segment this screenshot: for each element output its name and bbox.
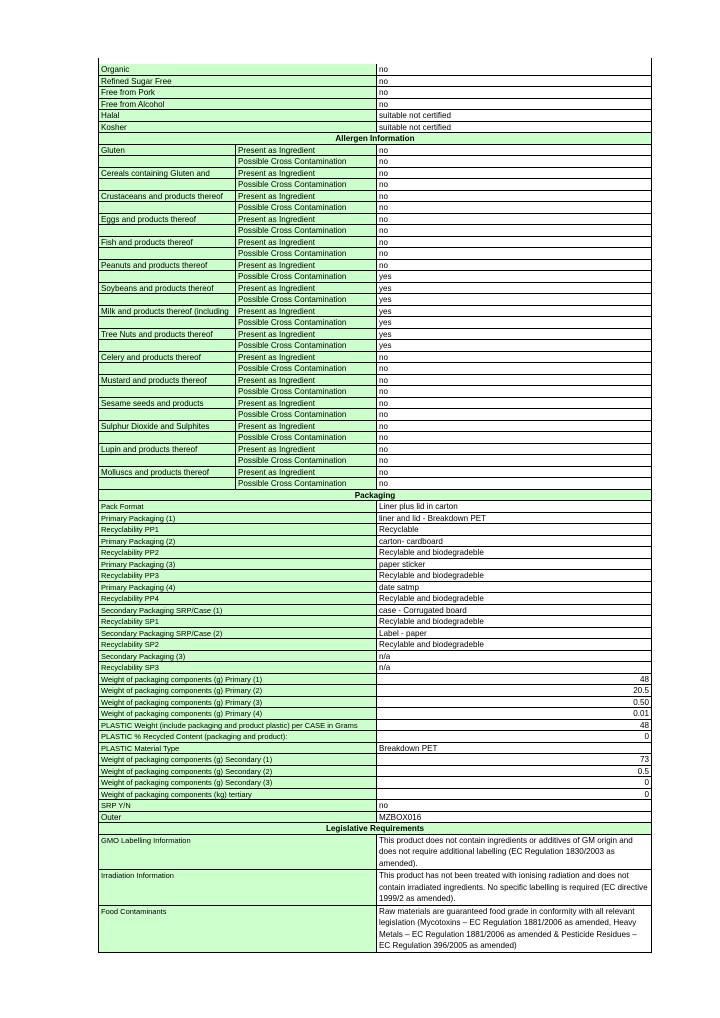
allergen-row xyxy=(98,191,652,203)
allergen-row xyxy=(98,375,652,387)
row-label: Recyclability PP2 xyxy=(98,547,377,559)
allergen-present-label: Present as Ingredient xyxy=(236,283,377,295)
row-label: Weight of packaging components (g) Secondary (1) xyxy=(98,754,377,766)
packaging-row xyxy=(98,743,652,755)
allergen-name: Fish and products thereof xyxy=(98,237,236,249)
allergen-cross-value: no xyxy=(377,409,652,421)
packaging-row xyxy=(98,674,652,686)
allergen-present-value: no xyxy=(377,237,652,249)
row-label: Recyclability SP2 xyxy=(98,639,377,651)
allergen-cross-label: Possible Cross Contamination xyxy=(236,409,377,421)
allergen-cross-value: no xyxy=(377,386,652,398)
allergen-row xyxy=(98,271,652,283)
allergen-row xyxy=(98,294,652,306)
row-value: Breakdown PET xyxy=(377,743,652,755)
allergen-cross-value: yes xyxy=(377,294,652,306)
allergen-cross-label: Possible Cross Contamination xyxy=(236,455,377,467)
allergen-name: Gluten xyxy=(98,145,236,157)
row-value: date satmp xyxy=(377,582,652,594)
legislative-row xyxy=(98,835,652,871)
allergen-present-label: Present as Ingredient xyxy=(236,191,377,203)
allergen-row xyxy=(98,179,652,191)
row-value: Liner plus lid in carton xyxy=(377,501,652,513)
allergen-name: Mustard and products thereof xyxy=(98,375,236,387)
packaging-row xyxy=(98,501,652,513)
allergen-row xyxy=(98,168,652,180)
allergen-row xyxy=(98,455,652,467)
dietary-row xyxy=(98,99,652,111)
allergen-cross-value: yes xyxy=(377,340,652,352)
allergen-section-header-title: Allergen Information xyxy=(98,133,652,145)
allergen-cross-label: Possible Cross Contamination xyxy=(236,179,377,191)
row-label: PLASTIC Material Type xyxy=(98,743,377,755)
allergen-present-value: yes xyxy=(377,329,652,341)
row-label: Primary Packaging (4) xyxy=(98,582,377,594)
row-value: liner and lid - Breakdown PET xyxy=(377,513,652,525)
allergen-present-value: no xyxy=(377,145,652,157)
allergen-row xyxy=(98,467,652,479)
dietary-row xyxy=(98,122,652,134)
row-value: n/a xyxy=(377,662,652,674)
allergen-name-blank xyxy=(98,271,236,283)
row-label: Outer xyxy=(98,812,377,824)
legislative-section-header xyxy=(98,823,652,835)
allergen-cross-value: no xyxy=(377,156,652,168)
packaging-row xyxy=(98,754,652,766)
allergen-cross-label: Possible Cross Contamination xyxy=(236,156,377,168)
row-value: no xyxy=(377,64,652,76)
packaging-row xyxy=(98,628,652,640)
row-value: 0.5 xyxy=(377,766,652,778)
packaging-row xyxy=(98,616,652,628)
row-label: Free from Pork xyxy=(98,87,377,99)
allergen-row xyxy=(98,248,652,260)
row-value: Recylable and biodegradeble xyxy=(377,593,652,605)
allergen-row xyxy=(98,478,652,490)
allergen-name: Celery and products thereof xyxy=(98,352,236,364)
allergen-cross-value: no xyxy=(377,225,652,237)
allergen-row xyxy=(98,329,652,341)
packaging-row xyxy=(98,662,652,674)
allergen-present-label: Present as Ingredient xyxy=(236,352,377,364)
allergen-present-value: no xyxy=(377,421,652,433)
row-label: Halal xyxy=(98,110,377,122)
dietary-row xyxy=(98,76,652,88)
row-value: 0.01 xyxy=(377,708,652,720)
row-label: Weight of packaging components (g) Secondary (3) xyxy=(98,777,377,789)
row-label: Weight of packaging components (kg) tertiary xyxy=(98,789,377,801)
legislative-section-header-title: Legislative Requirements xyxy=(98,823,652,835)
allergen-row xyxy=(98,202,652,214)
row-value: 48 xyxy=(377,674,652,686)
allergen-cross-value: yes xyxy=(377,271,652,283)
allergen-row xyxy=(98,225,652,237)
row-value: Recylable and biodegradeble xyxy=(377,616,652,628)
row-label: Primary Packaging (2) xyxy=(98,536,377,548)
allergen-row xyxy=(98,283,652,295)
allergen-row xyxy=(98,145,652,157)
row-label: Secondary Packaging (3) xyxy=(98,651,377,663)
allergen-cross-value: no xyxy=(377,455,652,467)
packaging-row xyxy=(98,605,652,617)
packaging-row xyxy=(98,570,652,582)
row-label: SRP Y/N xyxy=(98,800,377,812)
dietary-row xyxy=(98,110,652,122)
allergen-cross-label: Possible Cross Contamination xyxy=(236,478,377,490)
allergen-cross-value: no xyxy=(377,478,652,490)
allergen-present-label: Present as Ingredient xyxy=(236,398,377,410)
allergen-cross-value: yes xyxy=(377,317,652,329)
allergen-row xyxy=(98,444,652,456)
allergen-present-value: no xyxy=(377,467,652,479)
allergen-present-value: yes xyxy=(377,306,652,318)
allergen-row xyxy=(98,340,652,352)
packaging-row xyxy=(98,639,652,651)
allergen-present-value: no xyxy=(377,352,652,364)
allergen-cross-label: Possible Cross Contamination xyxy=(236,432,377,444)
allergen-name-blank xyxy=(98,340,236,352)
packaging-row xyxy=(98,547,652,559)
allergen-name-blank xyxy=(98,294,236,306)
row-label: Weight of packaging components (g) Primary (4) xyxy=(98,708,377,720)
row-value: no xyxy=(377,99,652,111)
allergen-section-header xyxy=(98,133,652,145)
row-label: Secondary Packaging SRP/Case (2) xyxy=(98,628,377,640)
row-label: Secondary Packaging SRP/Case (1) xyxy=(98,605,377,617)
allergen-cross-label: Possible Cross Contamination xyxy=(236,317,377,329)
allergen-name-blank xyxy=(98,386,236,398)
allergen-row xyxy=(98,214,652,226)
row-value: MZBOX016 xyxy=(377,812,652,824)
row-value: Recylable and biodegradeble xyxy=(377,570,652,582)
allergen-row xyxy=(98,156,652,168)
row-value: Recylable and biodegradeble xyxy=(377,639,652,651)
allergen-name: Milk and products thereof (including xyxy=(98,306,236,318)
allergen-name-blank xyxy=(98,478,236,490)
allergen-present-label: Present as Ingredient xyxy=(236,145,377,157)
row-label: Primary Packaging (3) xyxy=(98,559,377,571)
allergen-present-label: Present as Ingredient xyxy=(236,260,377,272)
allergen-row xyxy=(98,398,652,410)
allergen-row xyxy=(98,432,652,444)
allergen-name-blank xyxy=(98,156,236,168)
packaging-row xyxy=(98,800,652,812)
row-value: Label - paper xyxy=(377,628,652,640)
allergen-cross-label: Possible Cross Contamination xyxy=(236,340,377,352)
packaging-section-header xyxy=(98,490,652,502)
allergen-row xyxy=(98,363,652,375)
row-label: Free from Alcohol xyxy=(98,99,377,111)
allergen-name-blank xyxy=(98,225,236,237)
packaging-row xyxy=(98,697,652,709)
allergen-row xyxy=(98,409,652,421)
row-label: PLASTIC % Recycled Content (packaging and product): xyxy=(98,731,377,743)
allergen-present-value: no xyxy=(377,191,652,203)
allergen-cross-label: Possible Cross Contamination xyxy=(236,248,377,260)
row-label: Recyclability PP4 xyxy=(98,593,377,605)
allergen-present-label: Present as Ingredient xyxy=(236,306,377,318)
row-label: Recyclability PP1 xyxy=(98,524,377,536)
packaging-row xyxy=(98,685,652,697)
packaging-row xyxy=(98,766,652,778)
allergen-name-blank xyxy=(98,317,236,329)
allergen-present-value: no xyxy=(377,444,652,456)
row-label: Recyclability SP1 xyxy=(98,616,377,628)
legislative-row xyxy=(98,906,652,953)
allergen-cross-value: no xyxy=(377,202,652,214)
packaging-row xyxy=(98,593,652,605)
row-value: 0 xyxy=(377,789,652,801)
row-value: Raw materials are guaranteed food grade in conformity with all relevant legislation (Mycotoxins – EC Regulation 1881/2006 as amended, Heavy Metals – EC Regulation 1881/2006 as amended & Pesticide Residues – EC Regulation 396/2005 as amended) xyxy=(377,906,652,953)
packaging-row xyxy=(98,559,652,571)
row-label: PLASTIC Weight (include packaging and product plastic) per CASE in Grams xyxy=(98,720,377,732)
allergen-name-blank xyxy=(98,179,236,191)
row-value: suitable not certified xyxy=(377,110,652,122)
allergen-name-blank xyxy=(98,409,236,421)
row-value: 48 xyxy=(377,720,652,732)
allergen-present-value: yes xyxy=(377,283,652,295)
allergen-present-label: Present as Ingredient xyxy=(236,467,377,479)
row-value: This product has not been treated with ionising radiation and does not contain irradiated ingredients. No specific labelling is required (EC directive 1999/2 as amended). xyxy=(377,870,652,906)
row-label: Recyclability SP3 xyxy=(98,662,377,674)
row-label: Weight of packaging components (g) Primary (2) xyxy=(98,685,377,697)
row-label: Kosher xyxy=(98,122,377,134)
packaging-row xyxy=(98,731,652,743)
allergen-cross-label: Possible Cross Contamination xyxy=(236,386,377,398)
packaging-row xyxy=(98,582,652,594)
row-label: Weight of packaging components (g) Secondary (2) xyxy=(98,766,377,778)
packaging-row xyxy=(98,651,652,663)
allergen-present-value: no xyxy=(377,260,652,272)
packaging-section-header-title: Packaging xyxy=(98,490,652,502)
allergen-row xyxy=(98,260,652,272)
allergen-name-blank xyxy=(98,248,236,260)
row-value: 0.50 xyxy=(377,697,652,709)
allergen-cross-label: Possible Cross Contamination xyxy=(236,363,377,375)
spec-sheet-table xyxy=(98,64,652,953)
allergen-cross-label: Possible Cross Contamination xyxy=(236,294,377,306)
allergen-present-label: Present as Ingredient xyxy=(236,168,377,180)
legislative-row xyxy=(98,870,652,906)
allergen-present-label: Present as Ingredient xyxy=(236,329,377,341)
allergen-present-label: Present as Ingredient xyxy=(236,237,377,249)
row-value: Recyclable xyxy=(377,524,652,536)
row-value: 0 xyxy=(377,731,652,743)
allergen-present-label: Present as Ingredient xyxy=(236,214,377,226)
allergen-cross-value: no xyxy=(377,179,652,191)
row-value: no xyxy=(377,76,652,88)
packaging-row xyxy=(98,720,652,732)
row-label: Weight of packaging components (g) Primary (3) xyxy=(98,697,377,709)
allergen-row xyxy=(98,306,652,318)
row-value: case - Corrugated board xyxy=(377,605,652,617)
allergen-name-blank xyxy=(98,202,236,214)
allergen-cross-value: no xyxy=(377,363,652,375)
allergen-name-blank xyxy=(98,455,236,467)
row-label: Pack Format xyxy=(98,501,377,513)
row-value: paper sticker xyxy=(377,559,652,571)
allergen-name-blank xyxy=(98,363,236,375)
allergen-present-label: Present as Ingredient xyxy=(236,375,377,387)
packaging-row xyxy=(98,708,652,720)
row-value: carton- cardboard xyxy=(377,536,652,548)
allergen-present-value: no xyxy=(377,398,652,410)
allergen-name: Eggs and products thereof xyxy=(98,214,236,226)
row-label: Weight of packaging components (g) Primary (1) xyxy=(98,674,377,686)
allergen-row xyxy=(98,317,652,329)
allergen-present-value: no xyxy=(377,214,652,226)
row-value: suitable not certified xyxy=(377,122,652,134)
allergen-row xyxy=(98,352,652,364)
row-value: 20.5 xyxy=(377,685,652,697)
allergen-present-label: Present as Ingredient xyxy=(236,444,377,456)
allergen-present-value: no xyxy=(377,375,652,387)
packaging-row xyxy=(98,536,652,548)
allergen-name: Crustaceans and products thereof xyxy=(98,191,236,203)
allergen-name: Sesame seeds and products xyxy=(98,398,236,410)
allergen-present-value: no xyxy=(377,168,652,180)
allergen-name-blank xyxy=(98,432,236,444)
allergen-name: Sulphur Dioxide and Sulphites xyxy=(98,421,236,433)
packaging-row xyxy=(98,777,652,789)
packaging-row xyxy=(98,513,652,525)
allergen-name: Tree Nuts and products thereof xyxy=(98,329,236,341)
allergen-cross-value: no xyxy=(377,248,652,260)
allergen-row xyxy=(98,386,652,398)
allergen-name: Lupin and products thereof xyxy=(98,444,236,456)
allergen-name: Cereals containing Gluten and xyxy=(98,168,236,180)
allergen-row xyxy=(98,237,652,249)
row-label: Irradiation Information xyxy=(98,870,377,906)
packaging-row xyxy=(98,524,652,536)
row-value: This product does not contain ingredients or additives of GM origin and does not require additional labelling (EC Regulation 1830/2003 as amended). xyxy=(377,835,652,871)
row-label: Recyclability PP3 xyxy=(98,570,377,582)
allergen-cross-label: Possible Cross Contamination xyxy=(236,271,377,283)
allergen-name: Peanuts and products thereof xyxy=(98,260,236,272)
row-label: Refined Sugar Free xyxy=(98,76,377,88)
dietary-row xyxy=(98,87,652,99)
row-label: GMO Labelling Information xyxy=(98,835,377,871)
allergen-cross-label: Possible Cross Contamination xyxy=(236,225,377,237)
allergen-cross-value: no xyxy=(377,432,652,444)
allergen-cross-label: Possible Cross Contamination xyxy=(236,202,377,214)
packaging-row xyxy=(98,789,652,801)
allergen-present-label: Present as Ingredient xyxy=(236,421,377,433)
row-label: Primary Packaging (1) xyxy=(98,513,377,525)
allergen-name: Molluscs and products thereof xyxy=(98,467,236,479)
packaging-row xyxy=(98,812,652,824)
row-value: no xyxy=(377,87,652,99)
row-label: Food Contaminants xyxy=(98,906,377,953)
row-value: n/a xyxy=(377,651,652,663)
dietary-row xyxy=(98,64,652,76)
row-value: Recylable and biodegradeble xyxy=(377,547,652,559)
allergen-row xyxy=(98,421,652,433)
row-value: 0 xyxy=(377,777,652,789)
row-label: Organic xyxy=(98,64,377,76)
row-value: no xyxy=(377,800,652,812)
row-value: 73 xyxy=(377,754,652,766)
allergen-name: Soybeans and products thereof xyxy=(98,283,236,295)
